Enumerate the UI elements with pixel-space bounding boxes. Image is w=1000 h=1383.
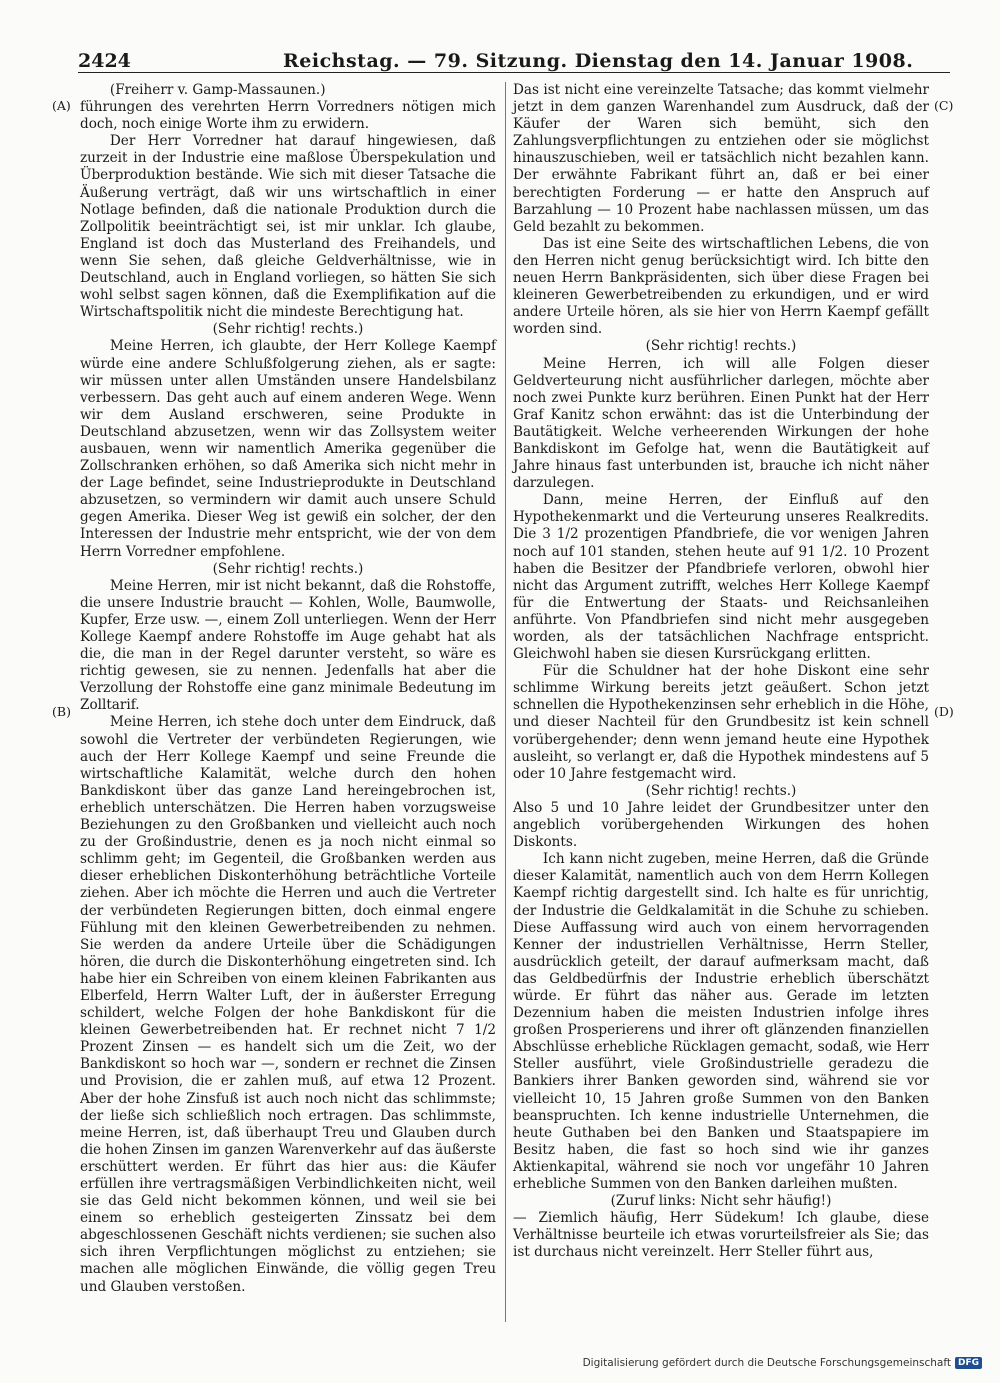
footer-text: Digitalisierung gefördert durch die Deutsche Forschungsgemeinschaft <box>582 1357 951 1369</box>
page-number: 2424 <box>78 50 131 72</box>
interjection: (Zuruf links: Nicht sehr häufig!) <box>610 1193 832 1210</box>
paragraph: Meine Herren, ich stehe doch unter dem Eindruck, daß sowohl die Vertreter der verbündeten Regierungen, wie auch der Herr Kollege Kaempf und seine Freunde die wirtschaftliche Kalamität, welche durch den hohen Bankdiskont über das ganze Land hereingebrochen ist, erheblich unterschätzen. Die Herren haben vorzugsweise Beziehungen zu den Großbanken und vielleicht auch noch zu der Großindustrie, denen es ja noch nicht einmal so schlimm geht; im Gegenteil, die Großbanken werden aus dieser erheblichen Diskonterhöhung beträchtliche Vorteile ziehen. Aber ich möchte die Herren und auch die Vertreter der verbündeten Regierungen bitten, doch einmal engere Fühlung mit den kleinen Gewerbetreibenden zu nehmen. Sie werden da andere Urteile über die Schädigungen hören, die durch die Diskonterhöhung eingetreten sind. Ich habe hier ein Schreiben von einem kleinen Fabrikanten aus Elberfeld, Herrn Walter Luft, der in äußerster Erregung schildert, welche Folgen der hohe Bankdiskont für die kleinen Gewerbetreibenden hat. Er rechnet nicht 7 1/2 Prozent Zinsen — es handelt sich um die Zeit, wo der Bankdiskont so hoch war —, sondern er rechnet die Zinsen und Provision, die er zahlen muß, auf etwa 12 Prozent. Aber der hohe Zinsfuß ist auch noch nicht das schlimmste; der ließe sich schließlich noch ertragen. Das schlimmste, meine Herren, ist, daß überhaupt Treu und Glauben durch die hohen Zinsen im ganzen Warenverkehr auf das äußerste erschüttert werden. Er führt das hier aus: die Käufer erfüllen ihre vertragsmäßigen Verbindlichkeiten nicht, weil sie das Geld nicht bekommen können, und weil sie bei einem so erheblich gesteigerten Zinssatz bei dem abgeschlossenen Geschäft nichts verdienen; sie suchen also sich ihren Verpflichtungen möglichst zu entziehen; sie machen alle möglichen Einwände, die völlig gegen Treu und Glauben verstoßen. <box>80 714 496 1295</box>
paragraph: Meine Herren, ich will alle Folgen dieser Geldverteurung nicht ausführlicher darlegen, möchte aber noch zwei Punkte kurz berühren. Einen Punkt hat der Herr Graf Kanitz schon erwähnt: das ist die Unterbindung der Bautätigkeit. Welche verheerenden Wirkungen der hohe Bankdiskont im Gefolge hat, wenn die Bautätigkeit auf Jahre hinaus fast unterbunden ist, brauche ich nicht näher darzulegen. <box>513 355 929 492</box>
footer-credit <box>583 1357 982 1369</box>
paragraph: Der Herr Vorredner hat darauf hingewiesen, daß zurzeit in der Industrie eine maßlose Überspekulation und Überproduktion bestände. Wie sich mit dieser Tatsache die Äußerung verträgt, daß wir uns wirtschaftlich in einer Notlage befinden, daß die nationale Produktion durch die Zollpolitik beeinträchtigt sei, ist mir unklar. Ich glaube, England ist doch das Musterland des Freihandels, und wenn Sie sehen, daß gleiche Geldverhältnisse, wie in Deutschland, auch in England vorliegen, so hätten Sie sich wohl selbst sagen können, daß die Exemplifikation auf die Wirtschaftspolitik nicht die mindeste Berechtigung hat. <box>80 133 496 321</box>
interjection: (Sehr richtig! rechts.) <box>645 782 797 799</box>
margin-marker-a: (A) <box>52 98 71 113</box>
interjection: (Sehr richtig! rechts.) <box>212 560 364 577</box>
margin-marker-d: (D) <box>934 704 954 719</box>
running-header <box>78 44 950 73</box>
paragraph: Meine Herren, ich glaubte, der Herr Kollege Kaempf würde eine andere Schlußfolgerung ziehen, als er sagte: wir müssen unter allen Umständen unsere Handelsbilanz verbessern. Das geht auch auf einem anderen Wege. Wenn wir dem Ausland erschweren, seine Produkte in Deutschland abzusetzen, wenn wir das Zollsystem weiter ausbauen, wenn wir namentlich Amerika gegenüber die Zollschranken erhöhen, so daß Amerika sich nicht mehr in der Lage befindet, seine Industrieprodukte in Deutschland abzusetzen, so vermindern wir damit auch unsere Schuld gegen Amerika. Dieser Weg ist gewiß ein solcher, der den Interessen der Industrie mehr entspricht, wie der von dem Herrn Vorredner empfohlene. <box>80 338 496 560</box>
paragraph: Das ist nicht eine vereinzelte Tatsache; das kommt vielmehr jetzt in dem ganzen Warenhandel zum Ausdruck, daß der Käufer der Waren sich bemüht, sich den Zahlungsverpflichtungen zu entziehen oder sie möglichst hinauszuschieben, weil er tatsächlich nicht bezahlen kann. Der erwähnte Fabrikant führt an, daß er bei einer berechtigten Forderung — er hatte den Anspruch auf Barzahlung — 10 Prozent habe nachlassen müssen, um das Geld bezahlt zu bekommen. <box>513 82 929 235</box>
interjection: (Sehr richtig! rechts.) <box>645 338 797 355</box>
left-column <box>80 82 496 1296</box>
speaker-label: (Freiherr v. Gamp-Massaunen.) <box>109 82 326 98</box>
paragraph: Das ist eine Seite des wirtschaftlichen Lebens, die von den Herren nicht genug berücksichtigt wird. Ich bitte den neuen Herrn Bankpräsidenten, sich über diese Fragen bei kleineren Gewerbetreibenden zu erkundigen, und er wird andere Urteile hören, als sie hier von Herrn Kaempf gefällt worden sind. <box>513 235 929 338</box>
paragraph: führungen des verehrten Herrn Vorredners nötigen mich doch, noch einige Worte ihm zu erwidern. <box>80 99 496 133</box>
paragraph: Ich kann nicht zugeben, meine Herren, daß die Gründe dieser Kalamität, namentlich auch von dem Herrn Kollegen Kaempf richtig dargestellt sind. Ich halte es für unrichtig, der Industrie die Geldkalamität in die Schuhe zu schieben. Diese Auffassung wird auch von einem hervorragenden Kenner der industriellen Verhältnisse, Herrn Steller, ausdrücklich geteilt, der darauf aufmerksam macht, daß das Geldbedürfnis der Industrie erheblich überschätzt würde. Er führt das näher aus. Gerade im letzten Dezennium haben die meisten Industrien infolge ihres großen Prosperierens und ihrer oft glänzenden finanziellen Abschlüsse erhebliche Rücklagen gemacht, sodaß, wie Herr Steller ausführt, viele Großindustrielle geradezu die Bankiers ihrer Banken geworden sind, während sie vor vielleicht 10, 15 Jahren große Summen von den Banken beanspruchten. Ich kenne industrielle Unternehmen, die heute Guthaben bei den Banken und Staatspapiere im Besitz haben, die fast so hoch sind wie ihr ganzes Aktienkapital, während sie noch vor ungefähr 10 Jahren erhebliche Summen von den Banken darleihen mußten. <box>513 851 929 1192</box>
dfg-logo: DFG <box>955 1357 982 1369</box>
margin-marker-b: (B) <box>52 704 71 719</box>
paragraph: Also 5 und 10 Jahre leidet der Grundbesitzer unter den angeblich vorübergehenden Wirkungen des hohen Diskonts. <box>513 799 929 851</box>
margin-marker-c: (C) <box>934 98 954 113</box>
running-title: Reichstag. — 79. Sitzung. Dienstag den 14. Januar 1908. <box>283 50 914 72</box>
column-divider <box>505 82 506 1322</box>
paragraph: Meine Herren, mir ist nicht bekannt, daß die Rohstoffe, die unsere Industrie braucht — Kohlen, Wolle, Baumwolle, Kupfer, Erze usw. —, einem Zoll unterliegen. Wenn der Herr Kollege Kaempf andere Rohstoffe im Auge gehabt hat als die, die man in der Regel darunter versteht, so wäre es richtig gewesen, sie zu nennen. Jedenfalls hat aber die Verzollung der Rohstoffe eine ganz minimale Bedeutung im Zolltarif. <box>80 577 496 714</box>
paragraph: Dann, meine Herren, der Einfluß auf den Hypothekenmarkt und die Verteurung unseres Realkredits. Die 3 1/2 prozentigen Pfandbriefe, die vor wenigen Jahren noch auf 101 standen, stehen heute auf 91 1/2. 10 Prozent haben die Besitzer der Pfandbriefe verloren, obwohl hier nicht das Argument zutrifft, welches Herr Kollege Kaempf für die Entwertung der Staats- und Reichsanleihen anführte. Von Pfandbriefen sind nicht mehr ausgegeben worden, als der tatsächlichen Nachfrage entspricht. Gleichwohl haben sie diesen Kursrückgang erlitten. <box>513 492 929 663</box>
paragraph: — Ziemlich häufig, Herr Südekum! Ich glaube, diese Verhältnisse beurteile ich etwas vorurteilsfreier als Sie; das ist durchaus nicht vereinzelt. Herr Steller führt aus, <box>513 1210 929 1261</box>
interjection: (Sehr richtig! rechts.) <box>212 321 364 338</box>
right-column <box>513 82 929 1261</box>
paragraph: Für die Schuldner hat der hohe Diskont eine sehr schlimme Wirkung bereits jetzt geäußert. Schon jetzt schnellen die Hypothekenzinsen sehr erheblich in die Höhe, und dieser Nachteil für den Grundbesitz ist kein schnell vorübergehender; denn wenn jemand heute eine Hypothek ausleiht, so verlangt er, daß die Hypothek mindestens auf 5 oder 10 Jahre festgemacht wird. <box>513 663 929 782</box>
